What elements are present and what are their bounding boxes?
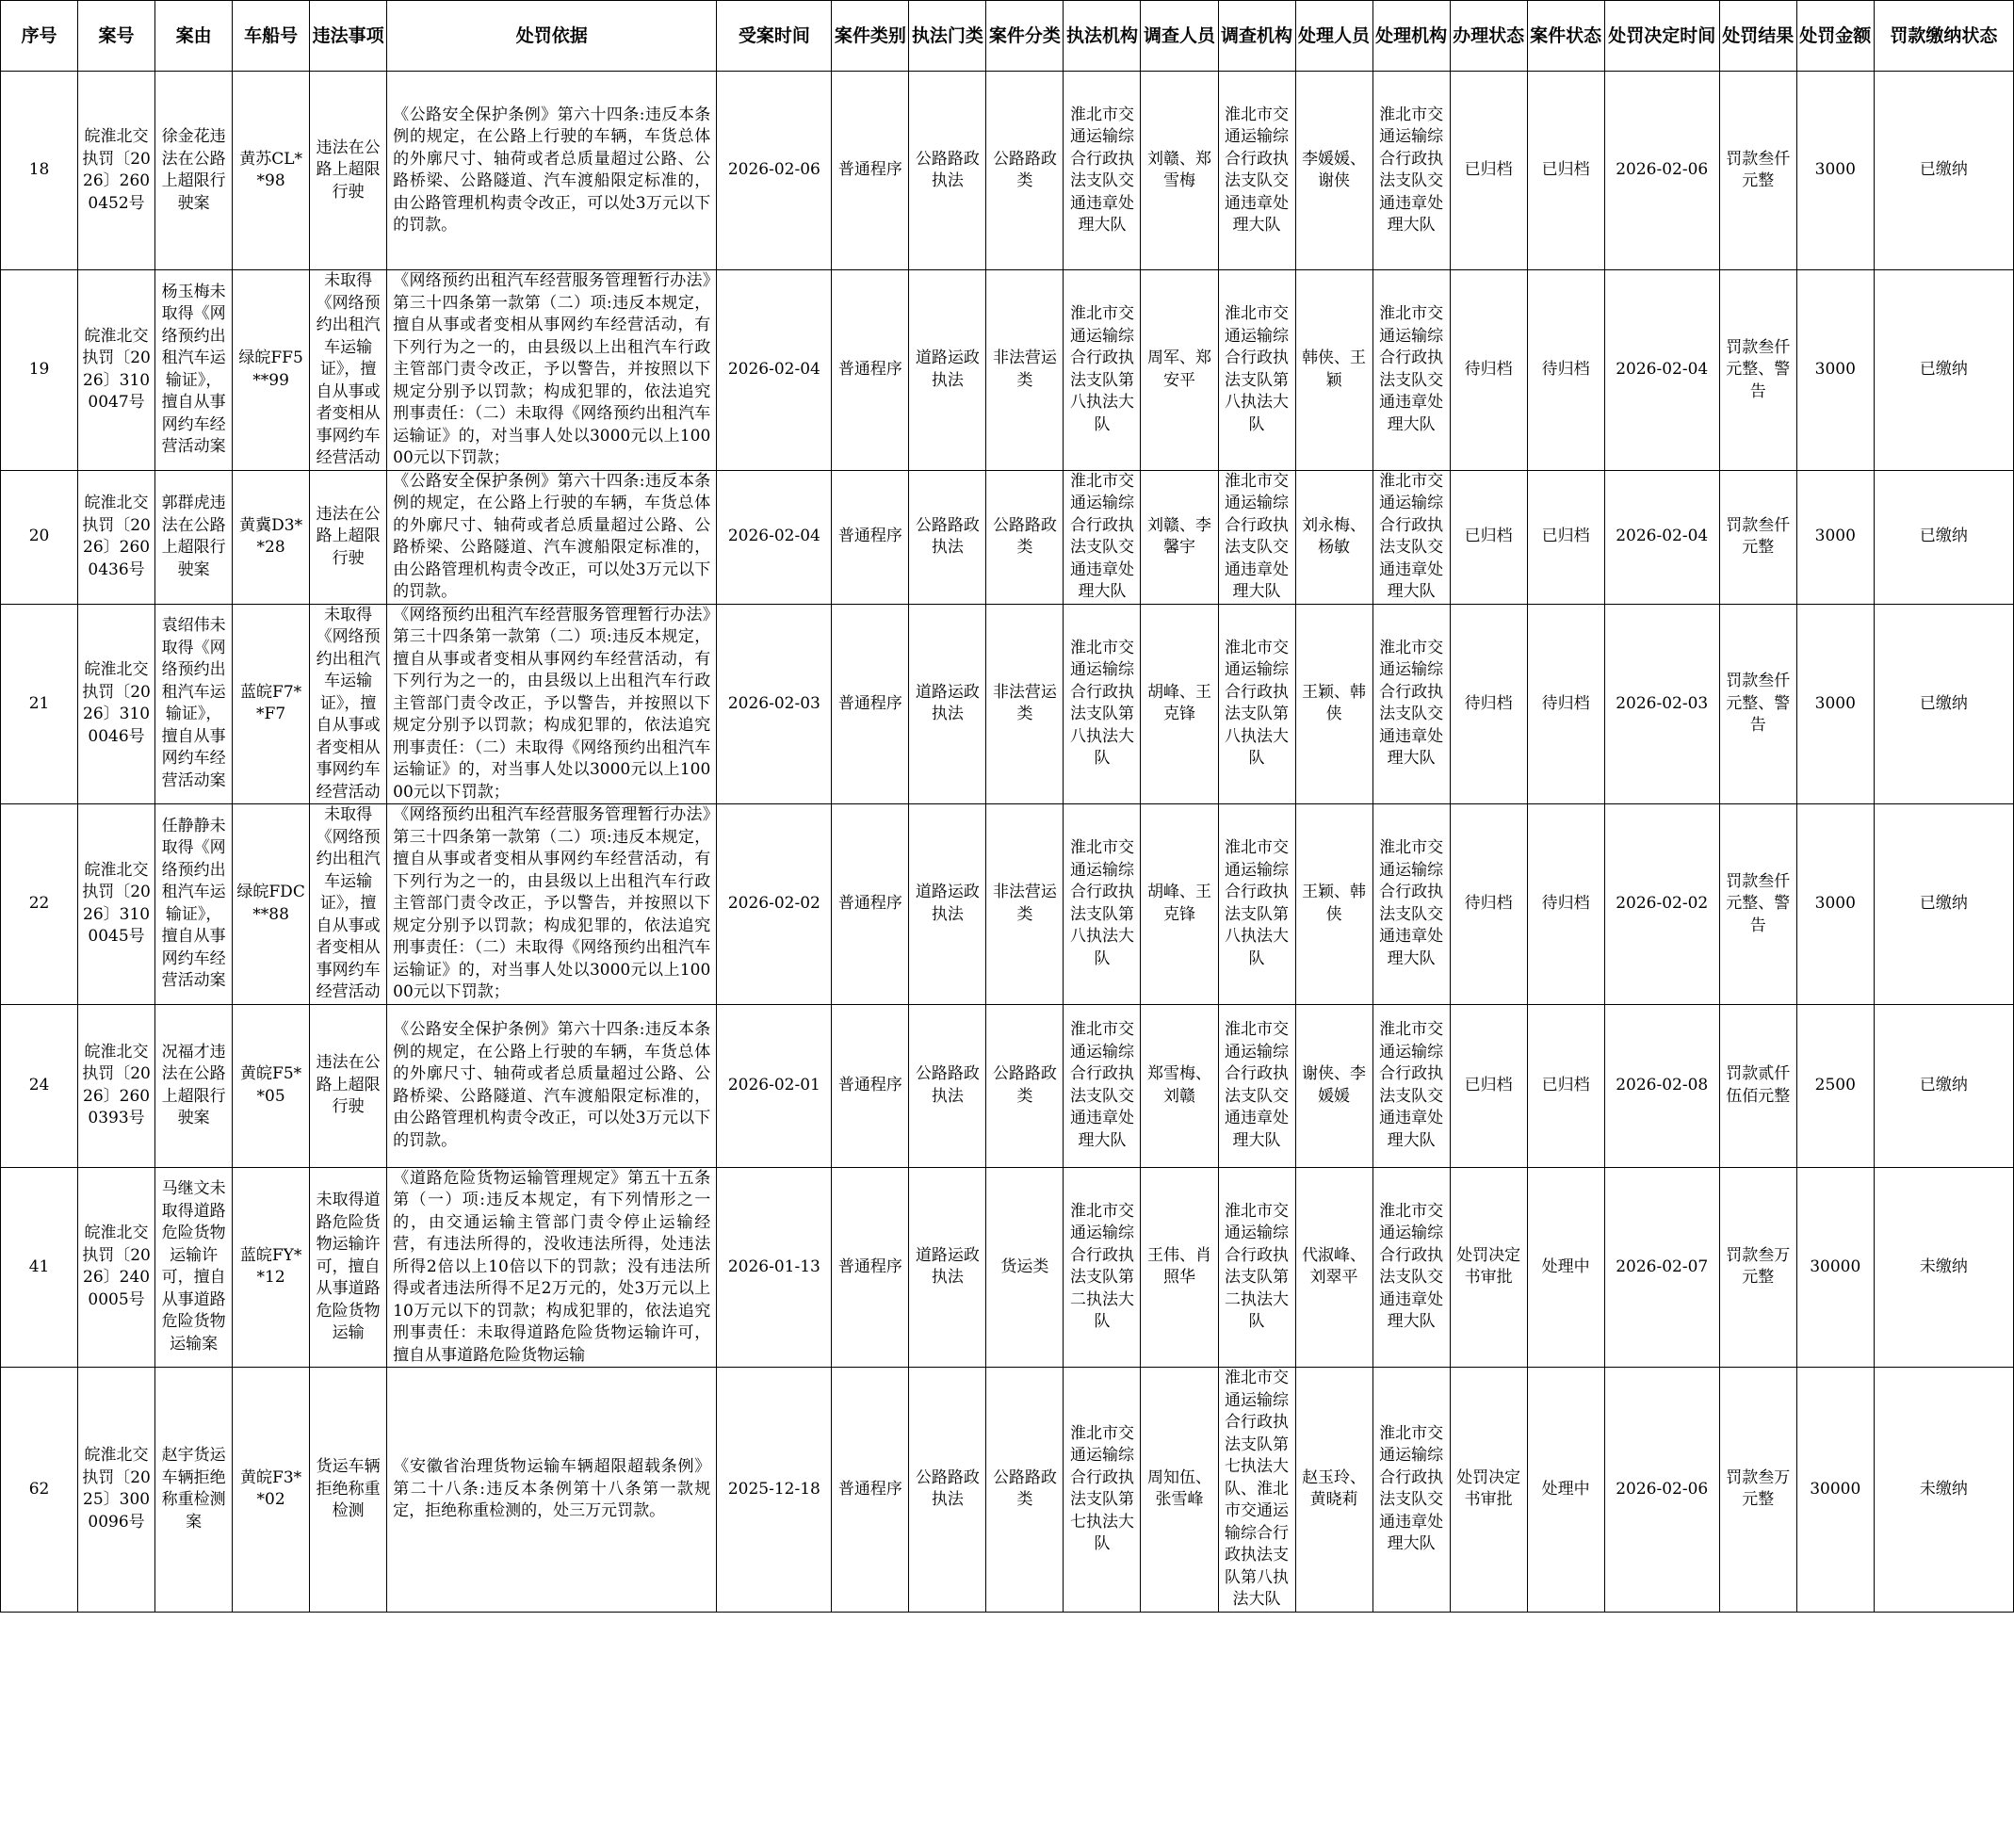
cell-payment-status: 已缴纳 — [1874, 804, 2013, 1005]
cell-case-status: 待归档 — [1527, 804, 1604, 1005]
cell-plate: 蓝皖F7**F7 — [233, 604, 310, 804]
cell-handling-agency: 淮北市交通运输综合行政执法支队交通违章处理大队 — [1372, 72, 1450, 270]
cell-case-no: 皖淮北交执罚〔2026〕2600452号 — [78, 72, 155, 270]
cell-reason: 郭群虎违法在公路上超限行驶案 — [155, 470, 233, 604]
cell-handlers: 李媛媛、谢侠 — [1295, 72, 1372, 270]
cell-handling-agency: 淮北市交通运输综合行政执法支队交通违章处理大队 — [1372, 1167, 1450, 1368]
cell-plate: 黄皖F3**02 — [233, 1368, 310, 1613]
cell-reason: 袁绍伟未取得《网络预约出租汽车运输证》，擅自从事网约车经营活动案 — [155, 604, 233, 804]
col-header-handlers: 处理人员 — [1295, 1, 1372, 72]
col-header-basis: 处罚依据 — [387, 1, 717, 72]
cell-accept-date: 2025-12-18 — [717, 1368, 832, 1613]
cell-investigators: 刘赣、郑雪梅 — [1141, 72, 1218, 270]
cell-handling-agency: 淮北市交通运输综合行政执法支队交通违章处理大队 — [1372, 1004, 1450, 1167]
cell-handling-agency: 淮北市交通运输综合行政执法支队交通违章处理大队 — [1372, 1368, 1450, 1613]
cell-accept-date: 2026-02-03 — [717, 604, 832, 804]
cell-accept-date: 2026-02-01 — [717, 1004, 832, 1167]
cell-field: 道路运政执法 — [909, 804, 986, 1005]
col-header-case-status: 案件状态 — [1527, 1, 1604, 72]
cell-investigators: 周知伍、张雪峰 — [1141, 1368, 1218, 1613]
cell-process-status: 已归档 — [1450, 470, 1527, 604]
cell-violation: 货运车辆拒绝称重检测 — [310, 1368, 387, 1613]
cell-no: 18 — [1, 72, 78, 270]
cell-category: 普通程序 — [832, 604, 909, 804]
cell-handling-agency: 淮北市交通运输综合行政执法支队交通违章处理大队 — [1372, 604, 1450, 804]
cell-investigation-agency: 淮北市交通运输综合行政执法支队第八执法大队 — [1218, 804, 1295, 1005]
cell-investigators: 王伟、肖照华 — [1141, 1167, 1218, 1368]
col-header-result: 处罚结果 — [1719, 1, 1796, 72]
cell-violation: 违法在公路上超限行驶 — [310, 1004, 387, 1167]
cell-amount: 2500 — [1796, 1004, 1874, 1167]
cell-plate: 绿皖FF5**99 — [233, 270, 310, 471]
cell-amount: 3000 — [1796, 72, 1874, 270]
cell-payment-status: 已缴纳 — [1874, 1004, 2013, 1167]
col-header-accept-date: 受案时间 — [717, 1, 832, 72]
cell-investigators: 郑雪梅、刘赣 — [1141, 1004, 1218, 1167]
cell-reason: 杨玉梅未取得《网络预约出租汽车运输证》，擅自从事网约车经营活动案 — [155, 270, 233, 471]
table-row — [1, 270, 2014, 471]
cell-agency: 淮北市交通运输综合行政执法支队第八执法大队 — [1064, 604, 1141, 804]
cell-no: 19 — [1, 270, 78, 471]
col-header-violation: 违法事项 — [310, 1, 387, 72]
cell-basis: 《网络预约出租汽车经营服务管理暂行办法》第三十四条第一款第（二）项:违反本规定，擅自从事或者变相从事网约车经营活动，有下列行为之一的，由县级以上出租汽车行政主管部门责令改正，予以警告，并按照以下规定分别予以罚款；构成犯罪的，依法追究刑事责任：（二）未取得《网络预约出租汽车运输证》的，对当事人处以3000元以上10000元以下罚款； — [387, 270, 717, 471]
cell-category: 普通程序 — [832, 1368, 909, 1613]
col-header-investigators: 调查人员 — [1141, 1, 1218, 72]
cell-basis: 《公路安全保护条例》第六十四条:违反本条例的规定，在公路上行驶的车辆，车货总体的外廓尺寸、轴荷或者总质量超过公路、公路桥梁、公路隧道、汽车渡船限定标准的，由公路管理机构责令改正，可以处3万元以下的罚款。 — [387, 72, 717, 270]
table-row — [1, 470, 2014, 604]
cell-no: 22 — [1, 804, 78, 1005]
cell-no: 20 — [1, 470, 78, 604]
cell-investigation-agency: 淮北市交通运输综合行政执法支队交通违章处理大队 — [1218, 470, 1295, 604]
cell-handlers: 韩侠、王颖 — [1295, 270, 1372, 471]
cell-result: 罚款叁仟元整、警告 — [1719, 804, 1796, 1005]
cell-case-no: 皖淮北交执罚〔2025〕3000096号 — [78, 1368, 155, 1613]
cell-process-status: 已归档 — [1450, 1004, 1527, 1167]
cell-field: 道路运政执法 — [909, 270, 986, 471]
cell-classification: 非法营运类 — [986, 604, 1064, 804]
cell-handlers: 王颖、韩侠 — [1295, 604, 1372, 804]
col-header-reason: 案由 — [155, 1, 233, 72]
cell-process-status: 待归档 — [1450, 604, 1527, 804]
cell-basis: 《网络预约出租汽车经营服务管理暂行办法》第三十四条第一款第（二）项:违反本规定，擅自从事或者变相从事网约车经营活动，有下列行为之一的，由县级以上出租汽车行政主管部门责令改正，予以警告，并按照以下规定分别予以罚款；构成犯罪的，依法追究刑事责任：（二）未取得《网络预约出租汽车运输证》的，对当事人处以3000元以上10000元以下罚款； — [387, 804, 717, 1005]
cell-classification: 公路路政类 — [986, 72, 1064, 270]
cell-no: 41 — [1, 1167, 78, 1368]
cell-category: 普通程序 — [832, 1004, 909, 1167]
cell-classification: 非法营运类 — [986, 804, 1064, 1005]
cell-investigators: 胡峰、王克锋 — [1141, 604, 1218, 804]
col-header-payment-status: 罚款缴纳状态 — [1874, 1, 2013, 72]
cell-agency: 淮北市交通运输综合行政执法支队交通违章处理大队 — [1064, 1004, 1141, 1167]
cell-handlers: 刘永梅、杨敏 — [1295, 470, 1372, 604]
table-body — [1, 72, 2014, 1613]
cell-investigators: 刘赣、李馨宇 — [1141, 470, 1218, 604]
cell-payment-status: 已缴纳 — [1874, 470, 2013, 604]
cell-payment-status: 未缴纳 — [1874, 1167, 2013, 1368]
cell-investigation-agency: 淮北市交通运输综合行政执法支队第七执法大队、淮北市交通运输综合行政执法支队第八执法大队 — [1218, 1368, 1295, 1613]
cell-payment-status: 已缴纳 — [1874, 604, 2013, 804]
cell-amount: 3000 — [1796, 470, 1874, 604]
cell-basis: 《网络预约出租汽车经营服务管理暂行办法》第三十四条第一款第（二）项:违反本规定，擅自从事或者变相从事网约车经营活动，有下列行为之一的，由县级以上出租汽车行政主管部门责令改正，予以警告，并按照以下规定分别予以罚款；构成犯罪的，依法追究刑事责任：（二）未取得《网络预约出租汽车运输证》的，对当事人处以3000元以上10000元以下罚款； — [387, 604, 717, 804]
cell-process-status: 已归档 — [1450, 72, 1527, 270]
col-header-plate: 车船号 — [233, 1, 310, 72]
col-header-handling-agency: 处理机构 — [1372, 1, 1450, 72]
cell-handlers: 代淑峰、刘翠平 — [1295, 1167, 1372, 1368]
cell-violation: 违法在公路上超限行驶 — [310, 470, 387, 604]
cell-result: 罚款叁仟元整、警告 — [1719, 604, 1796, 804]
cell-reason: 马继文未取得道路危险货物运输许可，擅自从事道路危险货物运输案 — [155, 1167, 233, 1368]
cell-category: 普通程序 — [832, 1167, 909, 1368]
cell-result: 罚款叁仟元整、警告 — [1719, 270, 1796, 471]
cell-accept-date: 2026-01-13 — [717, 1167, 832, 1368]
cell-classification: 非法营运类 — [986, 270, 1064, 471]
cell-handling-agency: 淮北市交通运输综合行政执法支队交通违章处理大队 — [1372, 270, 1450, 471]
cell-no: 62 — [1, 1368, 78, 1613]
cell-handling-agency: 淮北市交通运输综合行政执法支队交通违章处理大队 — [1372, 470, 1450, 604]
cell-amount: 3000 — [1796, 270, 1874, 471]
col-header-investigation-agency: 调查机构 — [1218, 1, 1295, 72]
table-row — [1, 72, 2014, 270]
cell-accept-date: 2026-02-06 — [717, 72, 832, 270]
cell-process-status: 处罚决定书审批 — [1450, 1368, 1527, 1613]
cell-plate: 绿皖FDC**88 — [233, 804, 310, 1005]
cell-no: 24 — [1, 1004, 78, 1167]
table-row — [1, 1167, 2014, 1368]
col-header-process-status: 办理状态 — [1450, 1, 1527, 72]
cell-decision-date: 2026-02-02 — [1604, 804, 1719, 1005]
cell-field: 道路运政执法 — [909, 1167, 986, 1368]
cell-case-status: 已归档 — [1527, 1004, 1604, 1167]
cell-category: 普通程序 — [832, 804, 909, 1005]
table-row — [1, 604, 2014, 804]
cell-classification: 公路路政类 — [986, 1004, 1064, 1167]
cell-result: 罚款贰仟伍佰元整 — [1719, 1004, 1796, 1167]
cell-category: 普通程序 — [832, 470, 909, 604]
cell-process-status: 待归档 — [1450, 270, 1527, 471]
cell-basis: 《公路安全保护条例》第六十四条:违反本条例的规定，在公路上行驶的车辆，车货总体的外廓尺寸、轴荷或者总质量超过公路、公路桥梁、公路隧道、汽车渡船限定标准的，由公路管理机构责令改正，可以处3万元以下的罚款。 — [387, 470, 717, 604]
cell-violation: 违法在公路上超限行驶 — [310, 72, 387, 270]
cell-payment-status: 已缴纳 — [1874, 72, 2013, 270]
cell-reason: 徐金花违法在公路上超限行驶案 — [155, 72, 233, 270]
cell-decision-date: 2026-02-04 — [1604, 270, 1719, 471]
cell-field: 公路路政执法 — [909, 72, 986, 270]
cell-decision-date: 2026-02-07 — [1604, 1167, 1719, 1368]
cell-case-status: 处理中 — [1527, 1167, 1604, 1368]
cell-accept-date: 2026-02-04 — [717, 270, 832, 471]
cell-case-no: 皖淮北交执罚〔2026〕2600393号 — [78, 1004, 155, 1167]
cell-agency: 淮北市交通运输综合行政执法支队第七执法大队 — [1064, 1368, 1141, 1613]
col-header-agency: 执法机构 — [1064, 1, 1141, 72]
cell-case-no: 皖淮北交执罚〔2026〕2400005号 — [78, 1167, 155, 1368]
cell-case-no: 皖淮北交执罚〔2026〕3100046号 — [78, 604, 155, 804]
cell-result: 罚款叁万元整 — [1719, 1167, 1796, 1368]
cell-reason: 赵宇货运车辆拒绝称重检测案 — [155, 1368, 233, 1613]
cell-plate: 蓝皖FY**12 — [233, 1167, 310, 1368]
col-header-decision-date: 处罚决定时间 — [1604, 1, 1719, 72]
cell-investigation-agency: 淮北市交通运输综合行政执法支队第八执法大队 — [1218, 604, 1295, 804]
cell-decision-date: 2026-02-03 — [1604, 604, 1719, 804]
cell-agency: 淮北市交通运输综合行政执法支队交通违章处理大队 — [1064, 72, 1141, 270]
cell-classification: 公路路政类 — [986, 470, 1064, 604]
cell-case-status: 待归档 — [1527, 270, 1604, 471]
cell-basis: 《公路安全保护条例》第六十四条:违反本条例的规定，在公路上行驶的车辆，车货总体的外廓尺寸、轴荷或者总质量超过公路、公路桥梁、公路隧道、汽车渡船限定标准的，由公路管理机构责令改正，可以处3万元以下的罚款。 — [387, 1004, 717, 1167]
col-header-category: 案件类别 — [832, 1, 909, 72]
col-header-amount: 处罚金额 — [1796, 1, 1874, 72]
cell-violation: 未取得道路危险货物运输许可，擅自从事道路危险货物运输 — [310, 1167, 387, 1368]
cell-payment-status: 已缴纳 — [1874, 270, 2013, 471]
cell-decision-date: 2026-02-04 — [1604, 470, 1719, 604]
cell-amount: 3000 — [1796, 604, 1874, 804]
cell-classification: 货运类 — [986, 1167, 1064, 1368]
cell-process-status: 处罚决定书审批 — [1450, 1167, 1527, 1368]
cell-violation: 未取得《网络预约出租汽车运输证》，擅自从事或者变相从事网约车经营活动 — [310, 604, 387, 804]
cell-case-status: 待归档 — [1527, 604, 1604, 804]
cell-handlers: 赵玉玲、黄晓莉 — [1295, 1368, 1372, 1613]
cell-amount: 3000 — [1796, 804, 1874, 1005]
cell-field: 公路路政执法 — [909, 1004, 986, 1167]
cell-field: 道路运政执法 — [909, 604, 986, 804]
cell-basis: 《道路危险货物运输管理规定》第五十五条第（一）项:违反本规定，有下列情形之一的，由交通运输主管部门责令停止运输经营，有违法所得的，没收违法所得，处违法所得2倍以上10倍以下的罚款；没有违法所得或者违法所得不足2万元的，处3万元以上10万元以下的罚款；构成犯罪的，依法追究刑事责任：未取得道路危险货物运输许可，擅自从事道路危险货物运输 — [387, 1167, 717, 1368]
cell-result: 罚款叁万元整 — [1719, 1368, 1796, 1613]
cell-result: 罚款叁仟元整 — [1719, 72, 1796, 270]
col-header-no: 序号 — [1, 1, 78, 72]
cell-plate: 黄冀D3**28 — [233, 470, 310, 604]
cell-agency: 淮北市交通运输综合行政执法支队交通违章处理大队 — [1064, 470, 1141, 604]
cell-agency: 淮北市交通运输综合行政执法支队第八执法大队 — [1064, 804, 1141, 1005]
cell-reason: 况福才违法在公路上超限行驶案 — [155, 1004, 233, 1167]
cell-violation: 未取得《网络预约出租汽车运输证》，擅自从事或者变相从事网约车经营活动 — [310, 804, 387, 1005]
cell-reason: 任静静未取得《网络预约出租汽车运输证》，擅自从事网约车经营活动案 — [155, 804, 233, 1005]
col-header-case-no: 案号 — [78, 1, 155, 72]
cell-amount: 30000 — [1796, 1167, 1874, 1368]
cell-plate: 黄苏CL**98 — [233, 72, 310, 270]
col-header-classification: 案件分类 — [986, 1, 1064, 72]
cell-investigation-agency: 淮北市交通运输综合行政执法支队第二执法大队 — [1218, 1167, 1295, 1368]
cell-handlers: 王颖、韩侠 — [1295, 804, 1372, 1005]
cell-case-status: 处理中 — [1527, 1368, 1604, 1613]
cell-handling-agency: 淮北市交通运输综合行政执法支队交通违章处理大队 — [1372, 804, 1450, 1005]
header-row — [1, 1, 2014, 72]
cell-process-status: 待归档 — [1450, 804, 1527, 1005]
cell-case-no: 皖淮北交执罚〔2026〕2600436号 — [78, 470, 155, 604]
cell-category: 普通程序 — [832, 270, 909, 471]
table-row — [1, 804, 2014, 1005]
cell-case-no: 皖淮北交执罚〔2026〕3100047号 — [78, 270, 155, 471]
cell-accept-date: 2026-02-04 — [717, 470, 832, 604]
cell-no: 21 — [1, 604, 78, 804]
cell-accept-date: 2026-02-02 — [717, 804, 832, 1005]
table-row — [1, 1004, 2014, 1167]
cell-investigators: 周军、郑安平 — [1141, 270, 1218, 471]
col-header-field: 执法门类 — [909, 1, 986, 72]
cell-case-no: 皖淮北交执罚〔2026〕3100045号 — [78, 804, 155, 1005]
cell-plate: 黄皖F5**05 — [233, 1004, 310, 1167]
cell-decision-date: 2026-02-08 — [1604, 1004, 1719, 1167]
cell-agency: 淮北市交通运输综合行政执法支队第八执法大队 — [1064, 270, 1141, 471]
cell-case-status: 已归档 — [1527, 72, 1604, 270]
cell-decision-date: 2026-02-06 — [1604, 1368, 1719, 1613]
cell-category: 普通程序 — [832, 72, 909, 270]
table-row — [1, 1368, 2014, 1613]
cell-field: 公路路政执法 — [909, 1368, 986, 1613]
cell-payment-status: 未缴纳 — [1874, 1368, 2013, 1613]
cell-classification: 公路路政类 — [986, 1368, 1064, 1613]
cell-investigation-agency: 淮北市交通运输综合行政执法支队交通违章处理大队 — [1218, 72, 1295, 270]
cell-investigation-agency: 淮北市交通运输综合行政执法支队交通违章处理大队 — [1218, 1004, 1295, 1167]
cell-investigators: 胡峰、王克锋 — [1141, 804, 1218, 1005]
cell-field: 公路路政执法 — [909, 470, 986, 604]
cell-handlers: 谢侠、李媛媛 — [1295, 1004, 1372, 1167]
cell-agency: 淮北市交通运输综合行政执法支队第二执法大队 — [1064, 1167, 1141, 1368]
cell-violation: 未取得《网络预约出租汽车运输证》，擅自从事或者变相从事网约车经营活动 — [310, 270, 387, 471]
cell-investigation-agency: 淮北市交通运输综合行政执法支队第八执法大队 — [1218, 270, 1295, 471]
cell-decision-date: 2026-02-06 — [1604, 72, 1719, 270]
cell-amount: 30000 — [1796, 1368, 1874, 1613]
cell-basis: 《安徽省治理货物运输车辆超限超载条例》第二十八条:违反本条例第十八条第一款规定，拒绝称重检测的，处三万元罚款。 — [387, 1368, 717, 1613]
cell-result: 罚款叁仟元整 — [1719, 470, 1796, 604]
cell-case-status: 已归档 — [1527, 470, 1604, 604]
